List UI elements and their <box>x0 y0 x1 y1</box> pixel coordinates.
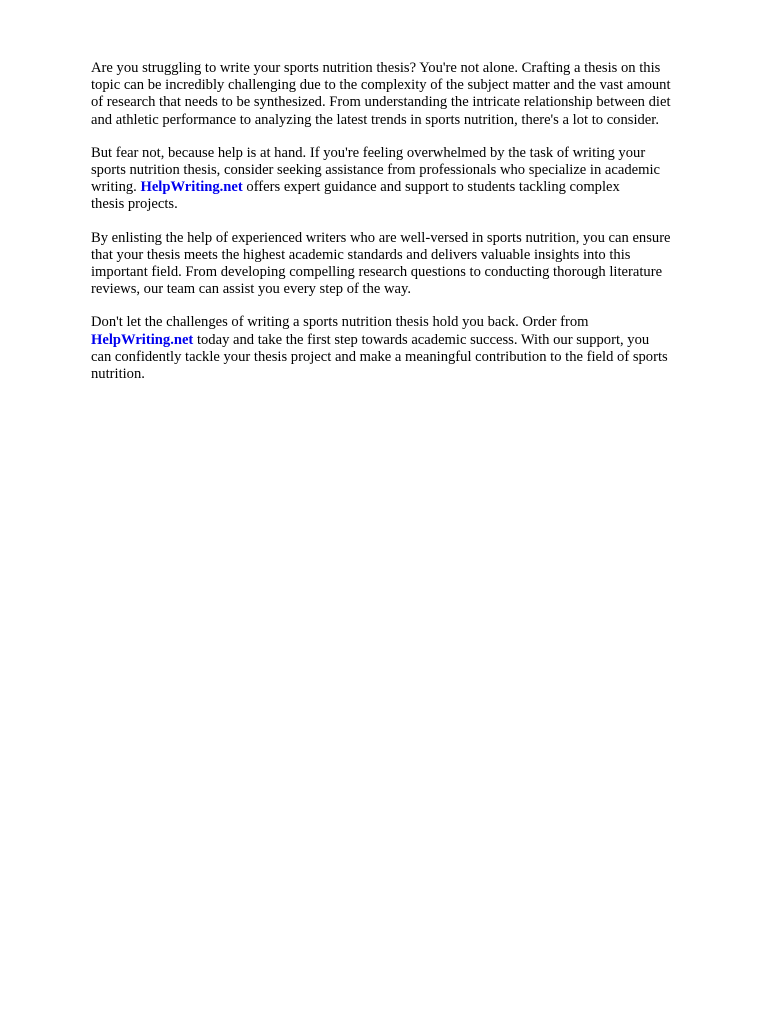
paragraph-help <box>91 145 711 214</box>
paragraph-order <box>91 314 711 383</box>
paragraph-help-text-before: But fear not, because help is at hand. If you're feeling overwhelmed by the task of writing your sports nutrition thesis, consider seeking assistance from professionals who specialize in academic writing. <box>91 144 661 196</box>
paragraph-experts: By enlisting the help of experienced writers who are well-versed in sports nutrition, you can ensure that your thesis meets the highest academic standards and delivers valuable insights into this important field. From developing compelling research questions to conducting thorough literature reviews, our team can assist you every step of the way. <box>91 229 671 298</box>
paragraph-help-text-after: offers expert guidance and support to students tackling complex thesis projects. <box>91 179 620 213</box>
helpwriting-order-link[interactable]: HelpWriting.net <box>91 331 194 348</box>
helpwriting-link[interactable]: HelpWriting.net <box>140 179 243 196</box>
paragraph-order-text-before: Don't let the challenges of writing a sports nutrition thesis hold you back. Order from <box>91 314 589 331</box>
document-body <box>91 60 711 399</box>
paragraph-intro: Are you struggling to write your sports nutrition thesis? You're not alone. Crafting a thesis on this topic can be incredibly challenging due to the complexity of the subject matter and the vast amount of research that needs to be synthesized. From understanding the intricate relationship between diet and athletic performance to analyzing the latest trends in sports nutrition, there's a lot to consider. <box>91 60 671 128</box>
paragraph-order-text-after: today and take the first step towards academic success. With our support, you can confidently tackle your thesis project and make a meaningful contribution to the field of sports nutrition. <box>91 331 668 383</box>
